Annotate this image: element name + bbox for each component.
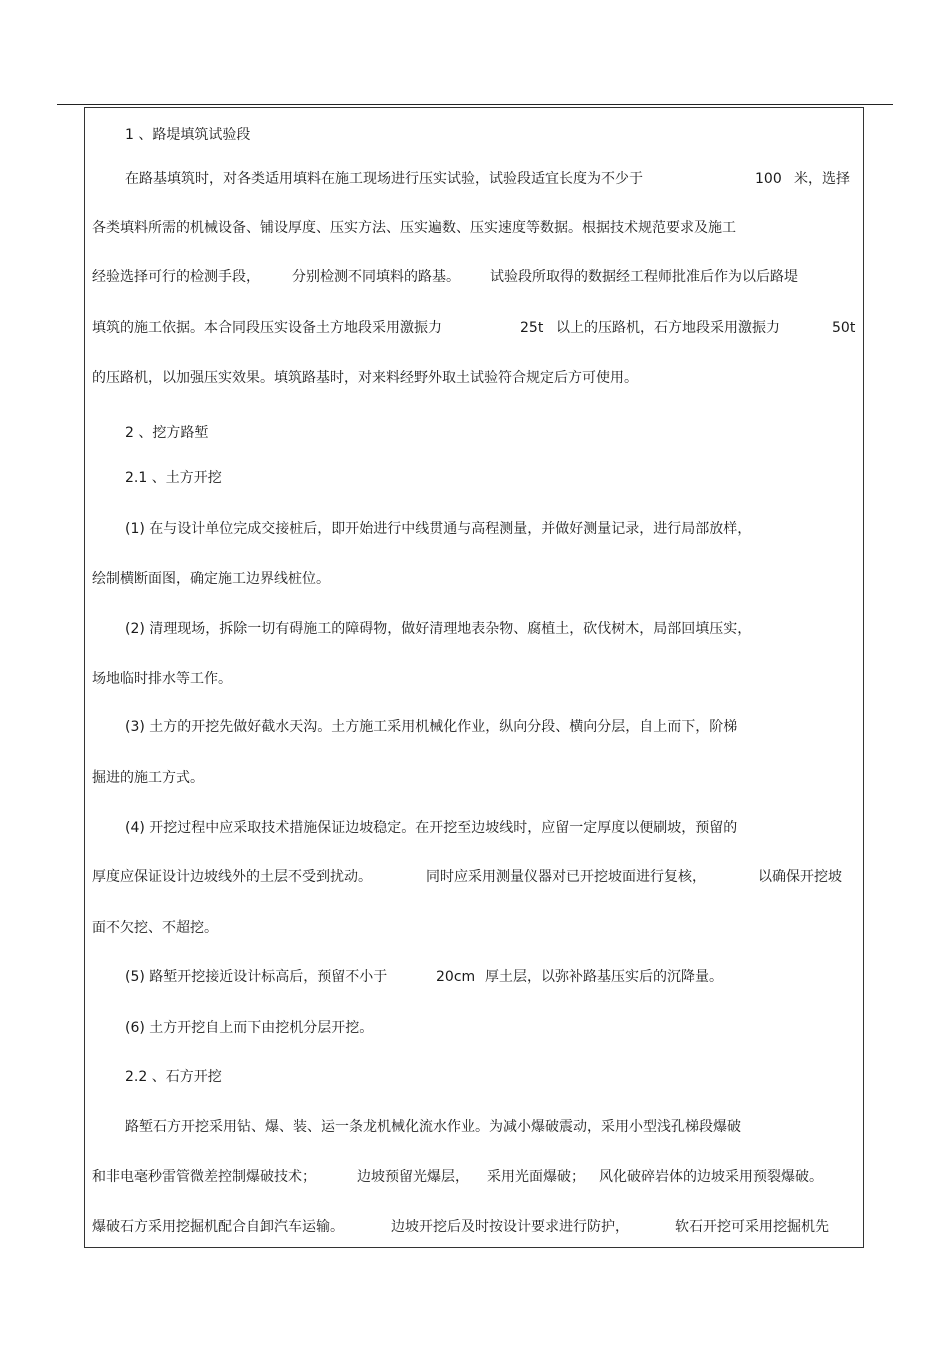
text-segment: (4) 开挖过程中应采取技术措施保证边坡稳定。在开挖至边坡线时，应留一定厚度以便刷坡，预留的 [125,820,738,836]
paragraph-line [0,620,950,638]
text-segment: 场地临时排水等工作。 [92,671,232,687]
paragraph-line [0,319,950,337]
text-segment: 试验段所取得的数据经工程师批准后作为以后路堤 [490,269,798,285]
text-segment: 厚土层，以弥补路基压实后的沉降量。 [485,969,723,985]
text-segment: 的压路机，以加强压实效果。填筑路基时，对来料经野外取土试验符合规定后方可使用。 [92,370,638,386]
text-segment: 以上的压路机，石方地段采用激振力 [556,320,780,336]
text-segment: 绘制横断面图，确定施工边界线桩位。 [92,571,330,587]
paragraph-line [0,968,950,986]
text-segment: 爆破石方采用挖掘机配合自卸汽车运输。 [92,1219,344,1235]
text-segment: 米，选择 [794,171,850,187]
text-segment: (1) 在与设计单位完成交接桩后，即开始进行中线贯通与高程测量，并做好测量记录，进行局部放样， [125,521,752,537]
text-segment: 厚度应保证设计边坡线外的土层不受到扰动。 [92,869,372,885]
text-segment: 25t [520,320,544,336]
text-segment: (5) 路堑开挖接近设计标高后，预留不小于 [125,969,388,985]
text-segment: 分别检测不同填料的路基。 [292,269,460,285]
heading-rock-excavation [0,1068,950,1086]
paragraph-line [0,1019,950,1037]
paragraph-line [0,819,950,837]
text-segment: 边坡开挖后及时按设计要求进行防护， [391,1219,629,1235]
text-segment: 2.2 、石方开挖 [125,1069,222,1085]
text-segment: 2 、挖方路堑 [125,425,209,441]
text-segment: 100 [755,171,782,187]
text-segment: 风化破碎岩体的边坡采用预裂爆破。 [599,1169,823,1185]
paragraph-line [0,769,950,787]
header-rule [57,104,893,105]
paragraph-line [0,1168,950,1186]
paragraph-line [0,570,950,588]
text-segment: (6) 土方开挖自上而下由挖机分层开挖。 [125,1020,374,1036]
text-segment: 以确保开挖坡 [758,869,842,885]
text-segment: 软石开挖可采用挖掘机先 [675,1219,829,1235]
text-segment: (2) 清理现场，拆除一切有碍施工的障碍物，做好清理地表杂物、腐植土，砍伐树木，局部回填压实， [125,621,752,637]
paragraph-line [0,1218,950,1236]
paragraph-line [0,868,950,886]
text-segment: 经验选择可行的检测手段， [92,269,260,285]
paragraph-line [0,1118,950,1136]
text-segment: 同时应采用测量仪器对已开挖坡面进行复核， [426,869,706,885]
text-segment: 面不欠挖、不超挖。 [92,920,218,936]
text-segment: 边坡预留光爆层， [357,1169,469,1185]
heading-earthwork-excavation [0,469,950,487]
paragraph-line [0,170,950,188]
paragraph-line [0,369,950,387]
paragraph-line [0,268,950,286]
text-segment: 20cm [436,969,476,985]
text-segment: 2.1 、土方开挖 [125,470,222,486]
text-segment: 掘进的施工方式。 [92,770,204,786]
text-segment: 50t [832,320,856,336]
paragraph-line [0,718,950,736]
paragraph-line [0,670,950,688]
text-segment: 路堑石方开挖采用钻、爆、装、运一条龙机械化流水作业。为减小爆破震动，采用小型浅孔梯段爆破 [125,1119,741,1135]
text-segment: 1 、路堤填筑试验段 [125,127,251,143]
heading-cut-excavation [0,424,950,442]
text-segment: 采用光面爆破； [487,1169,585,1185]
text-segment: 在路基填筑时，对各类适用填料在施工现场进行压实试验，试验段适宜长度为不少于 [125,171,643,187]
text-segment: 填筑的施工依据。本合同段压实设备土方地段采用激振力 [92,320,442,336]
paragraph-line [0,219,950,237]
paragraph-line [0,520,950,538]
heading-embankment-trial-section [0,126,950,144]
text-segment: 和非电毫秒雷管微差控制爆破技术； [92,1169,316,1185]
paragraph-line [0,919,950,937]
text-segment: (3) 土方的开挖先做好截水天沟。土方施工采用机械化作业，纵向分段、横向分层，自上而下，阶梯 [125,719,738,735]
text-segment: 各类填料所需的机械设备、铺设厚度、压实方法、压实遍数、压实速度等数据。根据技术规范要求及施工 [92,220,736,236]
